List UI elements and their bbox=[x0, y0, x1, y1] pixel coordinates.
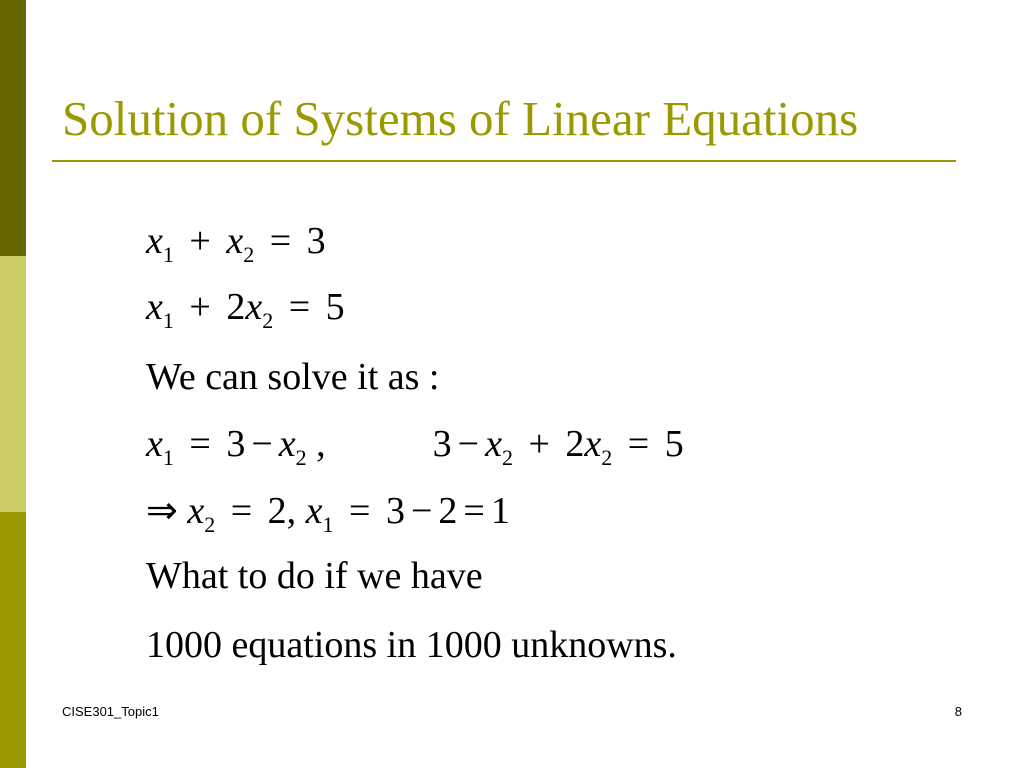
title-divider bbox=[52, 160, 956, 162]
equals-sign: = bbox=[463, 490, 485, 532]
variable: x bbox=[305, 490, 323, 532]
coefficient: 2 bbox=[565, 423, 585, 465]
slide-title: Solution of Systems of Linear Equations bbox=[62, 91, 859, 146]
subscript: 2 bbox=[262, 308, 274, 333]
equals-sign: = bbox=[230, 490, 253, 532]
operator: + bbox=[189, 286, 211, 328]
left-accent-bar-bottom bbox=[0, 512, 26, 768]
footer-page-number: 8 bbox=[954, 704, 962, 719]
equals-sign: = bbox=[627, 423, 650, 465]
subscript: 2 bbox=[501, 445, 513, 470]
equals-sign: = bbox=[189, 423, 211, 465]
constant: 5 bbox=[325, 286, 345, 328]
constant: 2, bbox=[267, 490, 297, 532]
constant: 3 bbox=[226, 423, 246, 465]
equation-1 bbox=[146, 216, 326, 266]
equals-sign: = bbox=[349, 490, 371, 532]
constant: 1 bbox=[490, 490, 510, 532]
subscript: 1 bbox=[162, 445, 174, 470]
subscript: 2 bbox=[601, 445, 613, 470]
equation-3 bbox=[146, 419, 684, 469]
comma: , bbox=[316, 423, 326, 465]
subscript: 1 bbox=[322, 512, 334, 537]
variable: x bbox=[146, 423, 163, 465]
operator: − bbox=[410, 490, 433, 532]
subscript: 1 bbox=[162, 308, 174, 333]
constant: 2 bbox=[438, 490, 458, 532]
footer-course-label: CISE301_Topic1 bbox=[62, 704, 159, 719]
equals-sign: = bbox=[288, 286, 311, 328]
variable: x bbox=[584, 423, 602, 465]
constant: 3 bbox=[432, 423, 452, 465]
operator: − bbox=[251, 423, 273, 465]
variable: x bbox=[226, 220, 244, 262]
text-line-unknowns: 1000 equations in 1000 unknowns. bbox=[146, 624, 677, 666]
operator: − bbox=[457, 423, 480, 465]
constant: 3 bbox=[385, 490, 405, 532]
constant: 5 bbox=[664, 423, 684, 465]
left-accent-bar-middle bbox=[0, 256, 26, 512]
subscript: 2 bbox=[243, 242, 255, 267]
text-line-solve: We can solve it as : bbox=[146, 356, 440, 398]
subscript: 2 bbox=[204, 512, 216, 537]
operator: + bbox=[528, 423, 550, 465]
variable: x bbox=[245, 286, 263, 328]
variable: x bbox=[278, 423, 296, 465]
variable: x bbox=[485, 423, 502, 465]
left-accent-bar-top bbox=[0, 0, 26, 256]
subscript: 1 bbox=[162, 242, 174, 267]
variable: x bbox=[146, 220, 163, 262]
implies-arrow-icon: ⇒ bbox=[146, 490, 178, 532]
text-line-question: What to do if we have bbox=[146, 555, 483, 597]
subscript: 2 bbox=[295, 445, 307, 470]
equation-2 bbox=[146, 282, 345, 332]
equals-sign: = bbox=[269, 220, 292, 262]
equation-4 bbox=[146, 486, 510, 536]
coefficient: 2 bbox=[226, 286, 246, 328]
constant: 3 bbox=[306, 220, 326, 262]
operator: + bbox=[189, 220, 211, 262]
variable: x bbox=[146, 286, 163, 328]
variable: x bbox=[187, 490, 205, 532]
